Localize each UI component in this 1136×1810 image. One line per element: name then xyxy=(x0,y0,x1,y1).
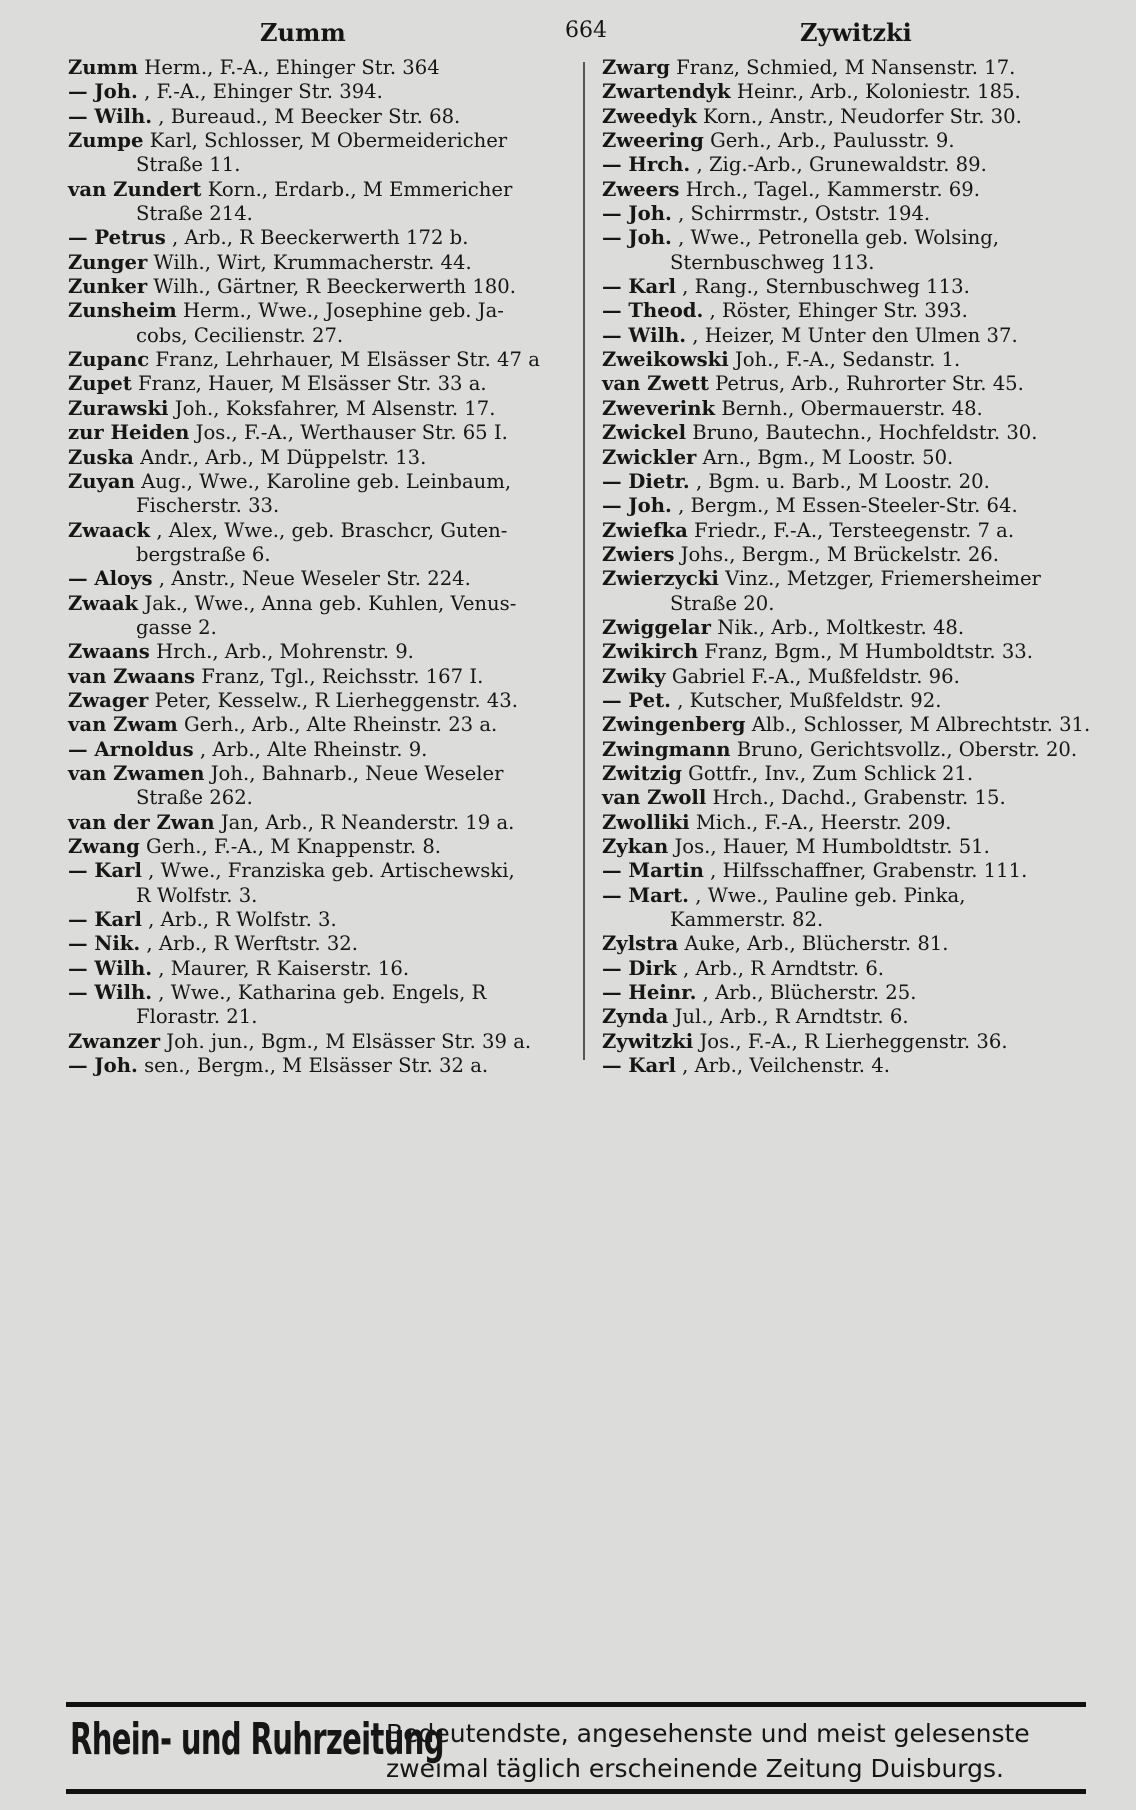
ad-top-rule xyxy=(66,1702,1086,1707)
header-first-entry: Zumm xyxy=(260,18,346,47)
entry-details: Peter, Kesselw., R Lierheggenstr. 43. xyxy=(154,688,518,712)
entry-details: bergstraße 6. xyxy=(136,542,271,566)
entry-details: , Arb., R Beeckerwerth 172 b. xyxy=(171,226,469,250)
directory-entry xyxy=(602,689,1080,713)
entry-surname: Zweers xyxy=(602,177,680,201)
directory-entry xyxy=(602,397,1080,421)
entry-surname: Zupet xyxy=(68,372,132,396)
directory-entry xyxy=(602,178,1080,202)
entry-surname: — Hrch. xyxy=(602,153,691,177)
directory-entry-continuation xyxy=(68,494,568,518)
directory-entry xyxy=(602,275,1080,299)
entry-details: Karl, Schlosser, M Obermeidericher xyxy=(149,129,508,153)
entry-surname: Zwickler xyxy=(602,445,697,469)
entry-details: Joh., Koksfahrer, M Alsenstr. 17. xyxy=(174,396,496,420)
left-column xyxy=(68,56,568,1078)
entry-surname: — Dirk xyxy=(602,956,677,980)
entry-details: Sternbuschweg 113. xyxy=(670,250,875,274)
entry-details: Franz, Schmied, M Nansenstr. 17. xyxy=(676,56,1016,79)
directory-entry xyxy=(68,105,568,129)
entry-details: , Kutscher, Mußfeldstr. 92. xyxy=(677,688,942,712)
ad-slogan-line-2: zweimal täglich erscheinende Zeitung Duisburgs. xyxy=(386,1754,1004,1783)
entry-details: , Bgm. u. Barb., M Loostr. 20. xyxy=(695,469,990,493)
entry-details: , Heizer, M Unter den Ulmen 37. xyxy=(692,323,1018,347)
directory-entry xyxy=(602,1030,1080,1054)
entry-surname: — Wilh. xyxy=(68,104,153,128)
entry-details: Friedr., F.-A., Tersteegenstr. 7 a. xyxy=(694,518,1015,542)
entry-details: , Arb., Blücherstr. 25. xyxy=(702,981,917,1005)
directory-entry xyxy=(68,567,568,591)
entry-surname: Zwartendyk xyxy=(602,80,731,104)
entry-surname: Zwiefka xyxy=(602,518,688,542)
entry-surname: van Zwaans xyxy=(68,664,195,688)
directory-entry-continuation xyxy=(68,153,568,177)
entry-surname: — Joh. xyxy=(602,202,672,226)
entry-details: Jan, Arb., R Neanderstr. 19 a. xyxy=(220,810,515,834)
entry-details: , Wwe., Petronella geb. Wolsing, xyxy=(678,226,1000,250)
ad-brand-name: Rhein- und Ruhrzeitung xyxy=(70,1714,444,1765)
entry-surname: Zwolliki xyxy=(602,810,690,834)
column-divider xyxy=(583,62,585,1060)
entry-details: Mich., F.-A., Heerstr. 209. xyxy=(695,810,952,834)
entry-surname: — Petrus xyxy=(68,226,166,250)
entry-details: Johs., Bergm., M Brückelstr. 26. xyxy=(680,542,999,566)
entry-details: Gerh., Arb., Alte Rheinstr. 23 a. xyxy=(183,713,498,737)
directory-entry xyxy=(602,324,1080,348)
entry-surname: van Zwam xyxy=(68,713,178,737)
directory-entry xyxy=(68,738,568,762)
entry-surname: Zweverink xyxy=(602,396,716,420)
directory-entry xyxy=(602,153,1080,177)
directory-entry xyxy=(68,299,568,323)
entry-details: gasse 2. xyxy=(136,615,217,639)
entry-details: Aug., Wwe., Karoline geb. Leinbaum, xyxy=(141,469,512,493)
directory-entry xyxy=(602,421,1080,445)
entry-details: Kammerstr. 82. xyxy=(670,908,824,932)
entry-surname: van der Zwan xyxy=(68,810,215,834)
directory-entry xyxy=(602,835,1080,859)
ad-bottom-rule xyxy=(66,1789,1086,1794)
entry-surname: Zwaack xyxy=(68,518,151,542)
directory-entry xyxy=(602,884,1080,908)
directory-entry xyxy=(602,932,1080,956)
entry-details: Joh., F.-A., Sedanstr. 1. xyxy=(734,348,961,372)
entry-surname: — Karl xyxy=(68,859,142,883)
entry-details: Jul., Arb., R Arndtstr. 6. xyxy=(674,1005,909,1029)
entry-details: Franz, Bgm., M Humboldtstr. 33. xyxy=(704,640,1033,664)
directory-entry xyxy=(68,713,568,737)
entry-surname: Zweedyk xyxy=(602,104,697,128)
directory-entry-continuation xyxy=(68,786,568,810)
entry-details: sen., Bergm., M Elsässer Str. 32 a. xyxy=(144,1054,489,1078)
entry-details: Joh., Bahnarb., Neue Weseler xyxy=(210,761,504,785)
directory-entry xyxy=(68,592,568,616)
directory-entry xyxy=(68,762,568,786)
entry-details: Korn., Anstr., Neudorfer Str. 30. xyxy=(703,104,1022,128)
entry-surname: van Zundert xyxy=(68,177,202,201)
entry-surname: — Aloys xyxy=(68,567,153,591)
entry-details: Hrch., Tagel., Kammerstr. 69. xyxy=(685,177,980,201)
directory-entry xyxy=(602,1005,1080,1029)
page-header xyxy=(60,12,1076,52)
entry-surname: Zunger xyxy=(68,250,148,274)
entry-surname: Zylstra xyxy=(602,932,679,956)
entry-surname: van Zwoll xyxy=(602,786,707,810)
entry-details: Vinz., Metzger, Friemersheimer xyxy=(725,567,1041,591)
entry-details: Fischerstr. 33. xyxy=(136,494,280,518)
entry-details: , Maurer, R Kaiserstr. 16. xyxy=(158,956,410,980)
directory-entry xyxy=(68,1054,568,1078)
entry-details: Hrch., Arb., Mohrenstr. 9. xyxy=(156,640,414,664)
entry-surname: Zywitzki xyxy=(602,1029,694,1053)
directory-entry xyxy=(68,519,568,543)
entry-surname: Zykan xyxy=(602,835,669,858)
entry-details: Franz, Tgl., Reichsstr. 167 I. xyxy=(201,664,484,688)
directory-entry xyxy=(68,397,568,421)
entry-details: Florastr. 21. xyxy=(136,1005,258,1029)
entry-surname: — Karl xyxy=(602,1054,676,1078)
entry-details: Herm., Wwe., Josephine geb. Ja- xyxy=(182,299,504,323)
directory-entry xyxy=(68,56,568,80)
entry-surname: — Nik. xyxy=(68,932,141,956)
entry-surname: — Theod. xyxy=(602,299,704,323)
entry-surname: — Wilh. xyxy=(68,956,153,980)
entry-surname: Zunker xyxy=(68,275,148,299)
directory-entry xyxy=(68,981,568,1005)
entry-surname: Zuyan xyxy=(68,469,135,493)
entry-surname: — Martin xyxy=(602,859,704,883)
entry-surname: Zwarg xyxy=(602,56,670,79)
entry-details: Herm., F.-A., Ehinger Str. 364 xyxy=(144,56,440,79)
directory-entry-continuation xyxy=(68,202,568,226)
directory-entry xyxy=(68,689,568,713)
directory-entry xyxy=(68,348,568,372)
entry-surname: Zwaak xyxy=(68,591,139,615)
entry-surname: — Joh. xyxy=(68,80,138,104)
entry-details: Jos., F.-A., Werthauser Str. 65 I. xyxy=(195,421,508,445)
directory-entry xyxy=(602,1054,1080,1078)
directory-entry xyxy=(68,640,568,664)
directory-entry-continuation xyxy=(602,251,1080,275)
directory-entry xyxy=(602,372,1080,396)
entry-details: Petrus, Arb., Ruhrorter Str. 45. xyxy=(715,372,1024,396)
directory-entry xyxy=(602,665,1080,689)
directory-entry xyxy=(68,226,568,250)
directory-entry xyxy=(602,494,1080,518)
directory-entry-continuation xyxy=(68,324,568,348)
directory-entry-continuation xyxy=(68,1005,568,1029)
entry-surname: Zwitzig xyxy=(602,761,682,785)
entry-details: , Schirrmstr., Oststr. 194. xyxy=(678,202,931,226)
entry-details: Alb., Schlosser, M Albrechtstr. 31. xyxy=(751,713,1091,737)
entry-surname: Zwickel xyxy=(602,421,687,445)
directory-entry-continuation xyxy=(68,884,568,908)
entry-details: , Wwe., Katharina geb. Engels, R xyxy=(158,981,487,1005)
directory-entry xyxy=(68,129,568,153)
directory-entry xyxy=(602,640,1080,664)
directory-entry xyxy=(602,129,1080,153)
entry-details: R Wolfstr. 3. xyxy=(136,883,258,907)
directory-entry xyxy=(602,762,1080,786)
entry-details: Arn., Bgm., M Loostr. 50. xyxy=(702,445,954,469)
entry-surname: Zurawski xyxy=(68,396,169,420)
entry-surname: Zwikirch xyxy=(602,640,699,664)
entry-surname: — Heinr. xyxy=(602,981,697,1005)
entry-details: Korn., Erdarb., M Emmericher xyxy=(207,177,513,201)
entry-details: Jos., Hauer, M Humboldtstr. 51. xyxy=(674,835,990,858)
entry-details: Straße 262. xyxy=(136,786,253,810)
entry-surname: — Wilh. xyxy=(602,323,687,347)
directory-entry-continuation xyxy=(602,592,1080,616)
directory-entry xyxy=(602,299,1080,323)
directory-entry xyxy=(602,981,1080,1005)
entry-details: Joh. jun., Bgm., M Elsässer Str. 39 a. xyxy=(166,1029,532,1053)
entry-surname: — Joh. xyxy=(68,1054,138,1078)
directory-entry xyxy=(68,178,568,202)
entry-surname: — Karl xyxy=(602,275,676,299)
directory-entry xyxy=(68,372,568,396)
entry-surname: — Wilh. xyxy=(68,981,153,1005)
directory-entry xyxy=(602,811,1080,835)
entry-surname: Zwierzycki xyxy=(602,567,719,591)
directory-entry xyxy=(602,446,1080,470)
entry-details: , Bureaud., M Beecker Str. 68. xyxy=(158,104,461,128)
entry-surname: Zynda xyxy=(602,1005,669,1029)
entry-details: , Röster, Ehinger Str. 393. xyxy=(709,299,968,323)
directory-entry xyxy=(602,713,1091,737)
page-number: 664 xyxy=(565,18,607,43)
entry-details: Bruno, Bautechn., Hochfeldstr. 30. xyxy=(692,421,1038,445)
directory-entry-continuation xyxy=(68,543,568,567)
right-column xyxy=(602,56,1091,1078)
directory-entry xyxy=(68,421,568,445)
entry-surname: Zupanc xyxy=(68,348,150,372)
entry-details: Heinr., Arb., Koloniestr. 185. xyxy=(736,80,1021,104)
directory-entry xyxy=(68,957,568,981)
entry-surname: Zwang xyxy=(68,835,140,858)
newspaper-advertisement xyxy=(66,1702,1086,1794)
entry-surname: Zwingmann xyxy=(602,737,731,761)
entry-surname: Zunsheim xyxy=(68,299,177,323)
entry-details: Bruno, Gerichtsvollz., Oberstr. 20. xyxy=(736,737,1078,761)
directory-entry xyxy=(68,446,568,470)
entry-details: , Zig.-Arb., Grunewaldstr. 89. xyxy=(696,153,987,177)
directory-entry xyxy=(68,1030,568,1054)
entry-details: Wilh., Wirt, Krummacherstr. 44. xyxy=(153,250,472,274)
directory-entry xyxy=(68,859,568,883)
entry-details: , Arb., R Werftstr. 32. xyxy=(146,932,358,956)
entry-details: Jos., F.-A., R Lierheggenstr. 36. xyxy=(699,1029,1008,1053)
entry-surname: Zweering xyxy=(602,129,704,153)
entry-details: , F.-A., Ehinger Str. 394. xyxy=(144,80,383,104)
entry-surname: Zwager xyxy=(68,688,149,712)
directory-entry xyxy=(602,567,1080,591)
directory-entry xyxy=(602,105,1080,129)
directory-entry-continuation xyxy=(602,908,1080,932)
entry-details: Hrch., Dachd., Grabenstr. 15. xyxy=(712,786,1006,810)
directory-entry xyxy=(68,811,568,835)
entry-surname: — Joh. xyxy=(602,226,672,250)
entry-details: Bernh., Obermauerstr. 48. xyxy=(721,396,983,420)
entry-surname: zur Heiden xyxy=(68,421,190,445)
entry-details: cobs, Cecilienstr. 27. xyxy=(136,323,344,347)
entry-details: Gerh., Arb., Paulusstr. 9. xyxy=(710,129,955,153)
directory-entry xyxy=(602,738,1080,762)
entry-surname: Zwiers xyxy=(602,542,675,566)
entry-details: Wilh., Gärtner, R Beeckerwerth 180. xyxy=(153,275,516,299)
directory-entry-continuation xyxy=(68,616,568,640)
entry-details: Straße 214. xyxy=(136,202,253,226)
entry-surname: Zumm xyxy=(68,56,139,79)
entry-details: Auke, Arb., Blücherstr. 81. xyxy=(684,932,949,956)
entry-surname: Zweikowski xyxy=(602,348,729,372)
entry-surname: van Zwamen xyxy=(68,761,205,785)
directory-entry xyxy=(68,932,568,956)
entry-details: , Wwe., Franziska geb. Artischewski, xyxy=(148,859,515,883)
directory-entry xyxy=(602,859,1080,883)
entry-surname: Zwaans xyxy=(68,640,150,664)
entry-details: Straße 11. xyxy=(136,153,241,177)
entry-surname: van Zwett xyxy=(602,372,709,396)
entry-surname: Zwanzer xyxy=(68,1029,161,1053)
header-last-entry: Zywitzki xyxy=(800,18,912,47)
entry-surname: — Arnoldus xyxy=(68,737,194,761)
directory-entry xyxy=(68,251,568,275)
entry-details: , Rang., Sternbuschweg 113. xyxy=(682,275,970,299)
entry-details: Gottfr., Inv., Zum Schlick 21. xyxy=(688,761,974,785)
directory-entry xyxy=(602,616,1080,640)
entry-details: , Arb., Alte Rheinstr. 9. xyxy=(199,737,428,761)
entry-details: Gabriel F.-A., Mußfeldstr. 96. xyxy=(671,664,960,688)
directory-entry xyxy=(602,957,1080,981)
directory-entry xyxy=(602,786,1080,810)
ad-slogan-line-1: Bedeutendste, angesehenste und meist gelesenste xyxy=(386,1719,1030,1748)
directory-entry xyxy=(602,80,1080,104)
directory-entry xyxy=(68,908,568,932)
entry-details: , Arb., R Arndtstr. 6. xyxy=(682,956,885,980)
entry-details: Franz, Hauer, M Elsässer Str. 33 a. xyxy=(138,372,487,396)
directory-entry xyxy=(602,470,1080,494)
ad-slogan xyxy=(386,1716,1030,1786)
entry-surname: — Joh. xyxy=(602,494,672,518)
entry-details: Nik., Arb., Moltkestr. 48. xyxy=(717,615,965,639)
entry-details: , Anstr., Neue Weseler Str. 224. xyxy=(158,567,471,591)
entry-surname: Zwingenberg xyxy=(602,713,746,737)
entry-surname: Zwiggelar xyxy=(602,615,711,639)
entry-surname: Zwiky xyxy=(602,664,666,688)
entry-details: , Bergm., M Essen-Steeler-Str. 64. xyxy=(678,494,1018,518)
entry-surname: — Pet. xyxy=(602,688,671,712)
directory-entry xyxy=(68,835,568,859)
directory-entry xyxy=(602,226,1080,250)
entry-surname: — Karl xyxy=(68,908,142,932)
entry-details: Franz, Lehrhauer, M Elsässer Str. 47 a xyxy=(155,348,540,372)
directory-entry xyxy=(602,56,1080,80)
entry-details: , Arb., R Wolfstr. 3. xyxy=(148,908,337,932)
entry-details: , Hilfsschaffner, Grabenstr. 111. xyxy=(710,859,1028,883)
entry-surname: Zumpe xyxy=(68,129,144,153)
entry-details: , Alex, Wwe., geb. Braschcr, Guten- xyxy=(156,518,508,542)
entry-surname: Zuska xyxy=(68,445,134,469)
directory-entry xyxy=(602,348,1080,372)
entry-surname: — Mart. xyxy=(602,883,689,907)
directory-entry xyxy=(68,80,568,104)
entry-details: , Arb., Veilchenstr. 4. xyxy=(682,1054,890,1078)
directory-entry xyxy=(68,470,568,494)
entry-details: Gerh., F.-A., M Knappenstr. 8. xyxy=(146,835,442,858)
directory-entry xyxy=(602,202,1080,226)
entry-details: Jak., Wwe., Anna geb. Kuhlen, Venus- xyxy=(144,591,517,615)
directory-entry xyxy=(602,543,1080,567)
directory-entry xyxy=(68,665,568,689)
entry-surname: — Dietr. xyxy=(602,469,690,493)
directory-entry xyxy=(602,519,1080,543)
entry-details: , Wwe., Pauline geb. Pinka, xyxy=(695,883,966,907)
entry-details: Straße 20. xyxy=(670,591,775,615)
directory-entry xyxy=(68,275,568,299)
entry-details: Andr., Arb., M Düppelstr. 13. xyxy=(140,445,427,469)
